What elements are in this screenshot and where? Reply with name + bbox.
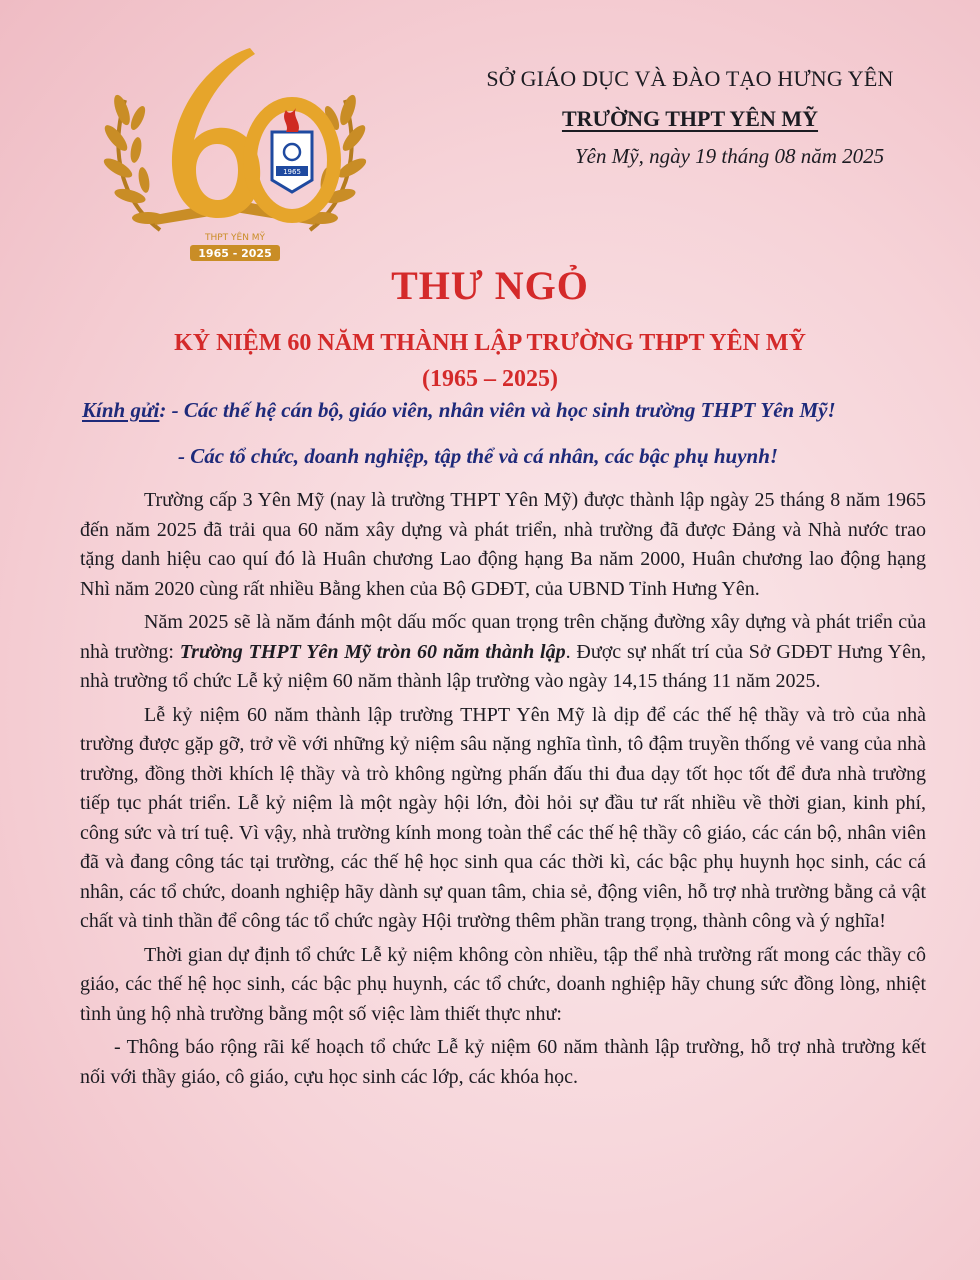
greeting-recipients-1: : - Các thế hệ cán bộ, giáo viên, nhân viên và học sinh trường THPT Yên Mỹ! [159,398,836,422]
greeting-line-1 [82,398,836,423]
letter-title: THƯ NGỎ [391,263,589,308]
school-name: TRƯỜNG THPT YÊN MỸ [561,106,819,131]
anniversary-logo [100,40,370,270]
emblem-year: 1965 [283,168,301,176]
milestone-emphasis: Trường THPT Yên Mỹ tròn 60 năm thành lập [179,640,566,663]
paragraph-appeal: Lễ kỷ niệm 60 năm thành lập trường THPT Yên Mỹ là dịp để các thế hệ thầy và trò của nhà trường được gặp gỡ, trở về với những kỷ niệm sâu nặng nghĩa tình, tô đậm truyền thống vẻ vang của nhà trường, đồng thời khích lệ thầy và trò không ngừng phấn đấu thi đua dạy tốt học tốt để đưa nhà trường tiếp tục phát triển. Lễ kỷ niệm là một ngày hội lớn, đòi hỏi sự đầu tư rất nhiều về thời gian, kinh phí, công sức và trí tuệ. Vì vậy, nhà trường kính mong toàn thể các thế hệ thầy cô giáo, các cán bộ, nhân viên đã và đang công tác tại trường, các thế hệ học sinh qua các thời kì, các bậc phụ huynh học sinh, các cá nhân, các tổ chức, doanh nghiệp hãy dành sự quan tâm, chia sẻ, động viên, hỗ trợ nhà trường bằng cả vật chất và tinh thần để công tác tổ chức ngày Hội trường thêm phần trang trọng, thành công và ý nghĩa! [80,703,926,932]
letter-date: Yên Mỹ, ngày 19 tháng 08 năm 2025 [575,144,885,168]
anniversary-years: (1965 – 2025) [422,366,558,392]
letter-subtitle: KỶ NIỆM 60 NĂM THÀNH LẬP TRƯỜNG THPT YÊN MỸ [174,330,806,356]
milestone-text-a: Năm 2025 sẽ là năm đánh một dấu mốc quan trọng trên chặng đường xây dựng và phát triển của nhà trường: [80,611,926,663]
laurel-left-icon [101,93,164,230]
greeting-label: Kính gửi [82,398,160,422]
school-emblem-icon [272,108,312,192]
numeral-six-icon [172,48,260,218]
list-item-announce: - Thông báo rộng rãi kế hoạch tổ chức Lễ kỷ niệm 60 năm thành lập trường, hỗ trợ nhà trường kết nối với thầy giáo, cô giáo, cựu học sinh các lớp, các khóa học. [80,1036,926,1088]
greeting-line-2: - Các tổ chức, doanh nghiệp, tập thể và cá nhân, các bậc phụ huynh! [178,444,779,468]
logo-years: 1965 - 2025 [198,247,272,260]
paragraph-history: Trường cấp 3 Yên Mỹ (nay là trường THPT Yên Mỹ) được thành lập ngày 25 tháng 8 năm 1965 đến năm 2025 đã trải qua 60 năm xây dựng và phát triển, nhà trường đã được Đảng và Nhà nước trao tặng danh hiệu cao quí đó là Huân chương Lao động hạng Ba năm 2000, Huân chương lao động hạng Nhì năm 2020 cùng rất nhiều Bằng khen của Bộ GDĐT, của UBND Tỉnh Hưng Yên. [80,489,926,600]
department-name: SỞ GIÁO DỤC VÀ ĐÀO TẠO HƯNG YÊN [486,66,894,91]
logo-school-name: THPT YÊN MỸ [204,233,266,243]
milestone-text-b: . Được sự nhất trí của Sở GDĐT Hưng Yên, nhà trường tổ chức Lễ kỷ niệm 60 năm thành lập trường vào ngày 14,15 tháng 11 năm 2025. [80,640,926,692]
paragraph-request: Thời gian dự định tổ chức Lễ kỷ niệm không còn nhiều, tập thể nhà trường rất mong các thầy cô giáo, các thế hệ học sinh, các bậc phụ huynh, các tổ chức, doanh nghiệp hãy chung sức đồng lòng, nhiệt tình ủng hộ nhà trường bằng một số việc làm thiết thực như: [80,943,926,1025]
letter-body [80,486,926,1096]
paragraph-milestone [80,608,926,697]
